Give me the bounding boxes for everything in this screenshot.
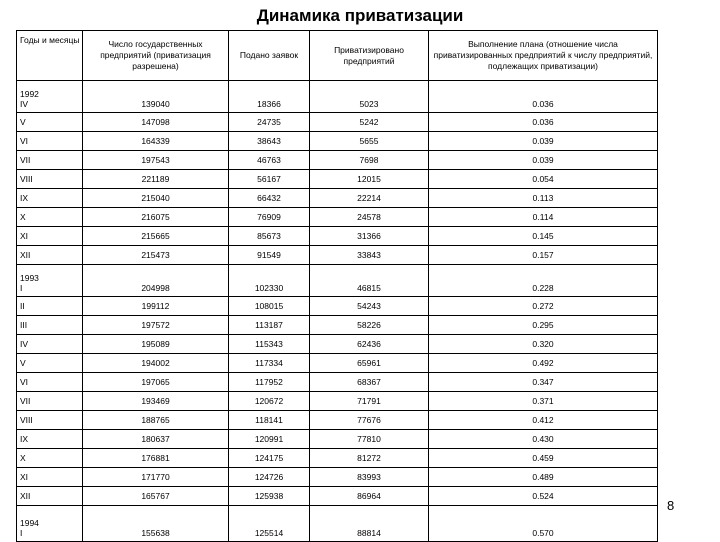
privatized-cell: 7698 <box>310 151 429 170</box>
applications-cell: 120672 <box>229 392 310 411</box>
table-row <box>17 392 658 411</box>
privatized-cell: 22214 <box>310 189 429 208</box>
month-label: I <box>20 283 23 293</box>
table-row <box>17 449 658 468</box>
plan-fulfillment-cell: 0.157 <box>429 246 658 265</box>
month-label: VII <box>20 396 31 406</box>
period-cell <box>17 132 83 151</box>
table-row <box>17 297 658 316</box>
privatized-cell: 65961 <box>310 354 429 373</box>
month-label: IX <box>20 434 29 444</box>
privatized-cell: 5023 <box>310 81 429 113</box>
month-label: IX <box>20 193 29 203</box>
applications-cell: 76909 <box>229 208 310 227</box>
applications-cell: 117334 <box>229 354 310 373</box>
state-enterprises-cell: 216075 <box>83 208 229 227</box>
month-label: XI <box>20 231 29 241</box>
period-cell <box>17 411 83 430</box>
header-applications: Подано заявок <box>229 31 310 81</box>
month-label: V <box>20 358 26 368</box>
plan-fulfillment-cell: 0.054 <box>429 170 658 189</box>
plan-fulfillment-cell: 0.524 <box>429 487 658 506</box>
table-row <box>17 468 658 487</box>
page-title: Динамика приватизации <box>256 6 464 25</box>
table-row <box>17 506 658 542</box>
plan-fulfillment-cell: 0.145 <box>429 227 658 246</box>
plan-fulfillment-cell: 0.459 <box>429 449 658 468</box>
state-enterprises-cell: 155638 <box>83 506 229 542</box>
applications-cell: 124726 <box>229 468 310 487</box>
period-cell <box>17 316 83 335</box>
privatized-cell: 24578 <box>310 208 429 227</box>
plan-fulfillment-cell: 0.039 <box>429 151 658 170</box>
month-label: VIII <box>20 174 33 184</box>
header-state-enterprises: Число государственных предприятий (приватизация разрешена) <box>83 31 229 81</box>
period-cell <box>17 506 83 542</box>
applications-cell: 118141 <box>229 411 310 430</box>
month-label: X <box>20 453 26 463</box>
privatized-cell: 5242 <box>310 113 429 132</box>
privatized-cell: 88814 <box>310 506 429 542</box>
applications-cell: 115343 <box>229 335 310 354</box>
state-enterprises-cell: 139040 <box>83 81 229 113</box>
table-row <box>17 316 658 335</box>
applications-cell: 18366 <box>229 81 310 113</box>
state-enterprises-cell: 215473 <box>83 246 229 265</box>
plan-fulfillment-cell: 0.412 <box>429 411 658 430</box>
state-enterprises-cell: 197543 <box>83 151 229 170</box>
table-row <box>17 335 658 354</box>
month-label: V <box>20 117 26 127</box>
period-cell <box>17 487 83 506</box>
month-label: X <box>20 212 26 222</box>
plan-fulfillment-cell: 0.228 <box>429 265 658 297</box>
applications-cell: 102330 <box>229 265 310 297</box>
plan-fulfillment-cell: 0.272 <box>429 297 658 316</box>
month-label: IV <box>20 339 29 349</box>
state-enterprises-cell: 165767 <box>83 487 229 506</box>
applications-cell: 113187 <box>229 316 310 335</box>
period-cell <box>17 265 83 297</box>
period-cell <box>17 449 83 468</box>
year-label: 1992 <box>20 89 39 99</box>
plan-fulfillment-cell: 0.036 <box>429 113 658 132</box>
month-label: VII <box>20 155 31 165</box>
table-row <box>17 132 658 151</box>
month-label: VIII <box>20 415 33 425</box>
applications-cell: 125938 <box>229 487 310 506</box>
applications-cell: 124175 <box>229 449 310 468</box>
state-enterprises-cell: 197065 <box>83 373 229 392</box>
page-number: 8 <box>667 498 675 513</box>
privatized-cell: 58226 <box>310 316 429 335</box>
applications-cell: 66432 <box>229 189 310 208</box>
applications-cell: 125514 <box>229 506 310 542</box>
privatized-cell: 86964 <box>310 487 429 506</box>
table-row <box>17 430 658 449</box>
applications-cell: 117952 <box>229 373 310 392</box>
privatized-cell: 33843 <box>310 246 429 265</box>
privatized-cell: 83993 <box>310 468 429 487</box>
state-enterprises-cell: 180637 <box>83 430 229 449</box>
month-label: VI <box>20 377 29 387</box>
privatized-cell: 62436 <box>310 335 429 354</box>
month-label: IV <box>20 99 29 109</box>
period-cell <box>17 81 83 113</box>
period-cell <box>17 430 83 449</box>
state-enterprises-cell: 176881 <box>83 449 229 468</box>
privatized-cell: 5655 <box>310 132 429 151</box>
state-enterprises-cell: 193469 <box>83 392 229 411</box>
privatized-cell: 68367 <box>310 373 429 392</box>
period-cell <box>17 151 83 170</box>
table-row <box>17 113 658 132</box>
applications-cell: 91549 <box>229 246 310 265</box>
applications-cell: 56167 <box>229 170 310 189</box>
header-plan-fulfillment: Выполнение плана (отношение числа приватизированных предприятий к числу предприятий, подлежащих приватизации) <box>429 31 658 81</box>
plan-fulfillment-cell: 0.492 <box>429 354 658 373</box>
state-enterprises-cell: 164339 <box>83 132 229 151</box>
privatized-cell: 12015 <box>310 170 429 189</box>
table-row <box>17 411 658 430</box>
header-period: Годы и месяцы <box>17 31 83 81</box>
privatized-cell: 31366 <box>310 227 429 246</box>
table-row <box>17 354 658 373</box>
period-cell <box>17 392 83 411</box>
period-cell <box>17 246 83 265</box>
privatized-cell: 54243 <box>310 297 429 316</box>
table-row <box>17 227 658 246</box>
period-cell <box>17 208 83 227</box>
month-label: VI <box>20 136 29 146</box>
month-label: XII <box>20 491 31 501</box>
period-cell <box>17 189 83 208</box>
table-row <box>17 170 658 189</box>
period-cell <box>17 335 83 354</box>
plan-fulfillment-cell: 0.320 <box>429 335 658 354</box>
privatized-cell: 46815 <box>310 265 429 297</box>
table-header-row <box>17 31 658 81</box>
applications-cell: 46763 <box>229 151 310 170</box>
period-cell <box>17 373 83 392</box>
state-enterprises-cell: 194002 <box>83 354 229 373</box>
table-row <box>17 265 658 297</box>
applications-cell: 24735 <box>229 113 310 132</box>
applications-cell: 85673 <box>229 227 310 246</box>
plan-fulfillment-cell: 0.430 <box>429 430 658 449</box>
month-label: II <box>20 301 25 311</box>
period-cell <box>17 227 83 246</box>
privatized-cell: 77676 <box>310 411 429 430</box>
state-enterprises-cell: 171770 <box>83 468 229 487</box>
state-enterprises-cell: 197572 <box>83 316 229 335</box>
year-label: 1994 <box>20 518 39 528</box>
period-cell <box>17 297 83 316</box>
plan-fulfillment-cell: 0.570 <box>429 506 658 542</box>
plan-fulfillment-cell: 0.347 <box>429 373 658 392</box>
table-row <box>17 208 658 227</box>
state-enterprises-cell: 147098 <box>83 113 229 132</box>
applications-cell: 38643 <box>229 132 310 151</box>
period-cell <box>17 468 83 487</box>
table-row <box>17 151 658 170</box>
state-enterprises-cell: 188765 <box>83 411 229 430</box>
plan-fulfillment-cell: 0.039 <box>429 132 658 151</box>
state-enterprises-cell: 204998 <box>83 265 229 297</box>
plan-fulfillment-cell: 0.295 <box>429 316 658 335</box>
month-label: XII <box>20 250 31 260</box>
period-cell <box>17 354 83 373</box>
privatized-cell: 71791 <box>310 392 429 411</box>
table-row <box>17 189 658 208</box>
applications-cell: 120991 <box>229 430 310 449</box>
table-row <box>17 487 658 506</box>
plan-fulfillment-cell: 0.489 <box>429 468 658 487</box>
privatization-table <box>16 30 658 542</box>
state-enterprises-cell: 215665 <box>83 227 229 246</box>
header-privatized: Приватизировано предприятий <box>310 31 429 81</box>
plan-fulfillment-cell: 0.036 <box>429 81 658 113</box>
period-cell <box>17 113 83 132</box>
privatized-cell: 77810 <box>310 430 429 449</box>
plan-fulfillment-cell: 0.113 <box>429 189 658 208</box>
state-enterprises-cell: 195089 <box>83 335 229 354</box>
state-enterprises-cell: 221189 <box>83 170 229 189</box>
state-enterprises-cell: 199112 <box>83 297 229 316</box>
state-enterprises-cell: 215040 <box>83 189 229 208</box>
month-label: XI <box>20 472 29 482</box>
plan-fulfillment-cell: 0.371 <box>429 392 658 411</box>
period-cell <box>17 170 83 189</box>
year-label: 1993 <box>20 273 39 283</box>
month-label: III <box>20 320 28 330</box>
table-row <box>17 246 658 265</box>
applications-cell: 108015 <box>229 297 310 316</box>
plan-fulfillment-cell: 0.114 <box>429 208 658 227</box>
table-row <box>17 373 658 392</box>
month-label: I <box>20 528 23 538</box>
privatized-cell: 81272 <box>310 449 429 468</box>
table-row <box>17 81 658 113</box>
